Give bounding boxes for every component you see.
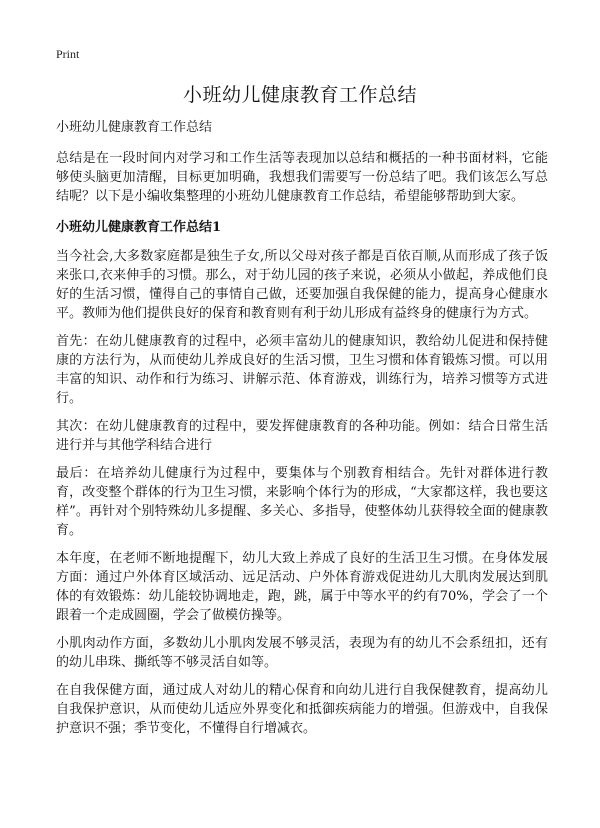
document-body [56,118,548,747]
intro-paragraph: 总结是在一段时间内对学习和工作生活等表现加以总结和概括的一种书面材料，它能够使头脑更加清醒，目标更加明确，我想我们需要写一份总结了吧。我们该怎么写总结呢？以下是小编收集整理的小班幼儿健康教育工作总结，希望能够帮助到大家。 [56,151,548,204]
body-paragraph: 本年度，在老师不断地提醒下，幼儿大致上养成了良好的生活卫生习惯。在身体发展方面：通过户外体育区域活动、远足活动、户外体育游戏促进幼儿大肌肉发展达到肌体的有效锻炼：幼儿能较协调地走，跑，跳，属于中等水平的约有70%，学会了一个跟着一个走成圆圈，学会了做模仿操等。 [56,551,548,623]
body-paragraph: 在自我保健方面，通过成人对幼儿的精心保育和向幼儿进行自我保健教育，提高幼儿自我保护意识，从而使幼儿适应外界变化和抵御疾病能力的增强。但游戏中，自我保护意识不强；季节变化，不懂得自行增减衣。 [56,683,548,736]
print-link[interactable]: Print [56,47,80,61]
body-paragraph: 最后：在培养幼儿健康行为过程中，要集体与个别教育相结合。先针对群体进行教育，改变整个群体的行为卫生习惯，来影响个体行为的形成，“大家都这样，我也要这样”。再针对个别特殊幼儿多提醒、多关心、多指导，使整体幼儿获得较全面的健康教育。 [56,466,548,538]
document-subtitle: 小班幼儿健康教育工作总结 [56,120,213,135]
body-paragraph: 其次：在幼儿健康教育的过程中，要发挥健康教育的各种功能。例如：结合日常生活进行并与其他学科结合进行 [56,419,548,453]
section-heading: 小班幼儿健康教育工作总结1 [56,220,222,235]
body-paragraph: 当今社会,大多数家庭都是独生子女,所以父母对孩子都是百依百顺,从而形成了孩子饭来张口,衣来伸手的习惯。那么，对于幼儿园的孩子来说，必须从小做起，养成他们良好的生活习惯，懂得自己的事情自己做，还要加强自我保健的能力，提高身心健康水平。教师为他们提供良好的保育和教育则有利于幼儿形成有益终身的健康行为方式。 [56,249,548,321]
document-title: 小班幼儿健康教育工作总结 [182,84,417,106]
body-paragraph: 首先：在幼儿健康教育的过程中，必须丰富幼儿的健康知识，教给幼儿促进和保持健康的方法行为，从而使幼儿养成良好的生活习惯，卫生习惯和体育锻炼习惯。可以用丰富的知识、动作和行为练习、讲解示范、体育游戏，训练行为，培养习惯等方式进行。 [56,334,548,406]
body-paragraph: 小肌肉动作方面，多数幼儿小肌肉发展不够灵活，表现为有的幼儿不会系纽扣，还有的幼儿串珠、撕纸等不够灵活自如等。 [56,636,548,670]
